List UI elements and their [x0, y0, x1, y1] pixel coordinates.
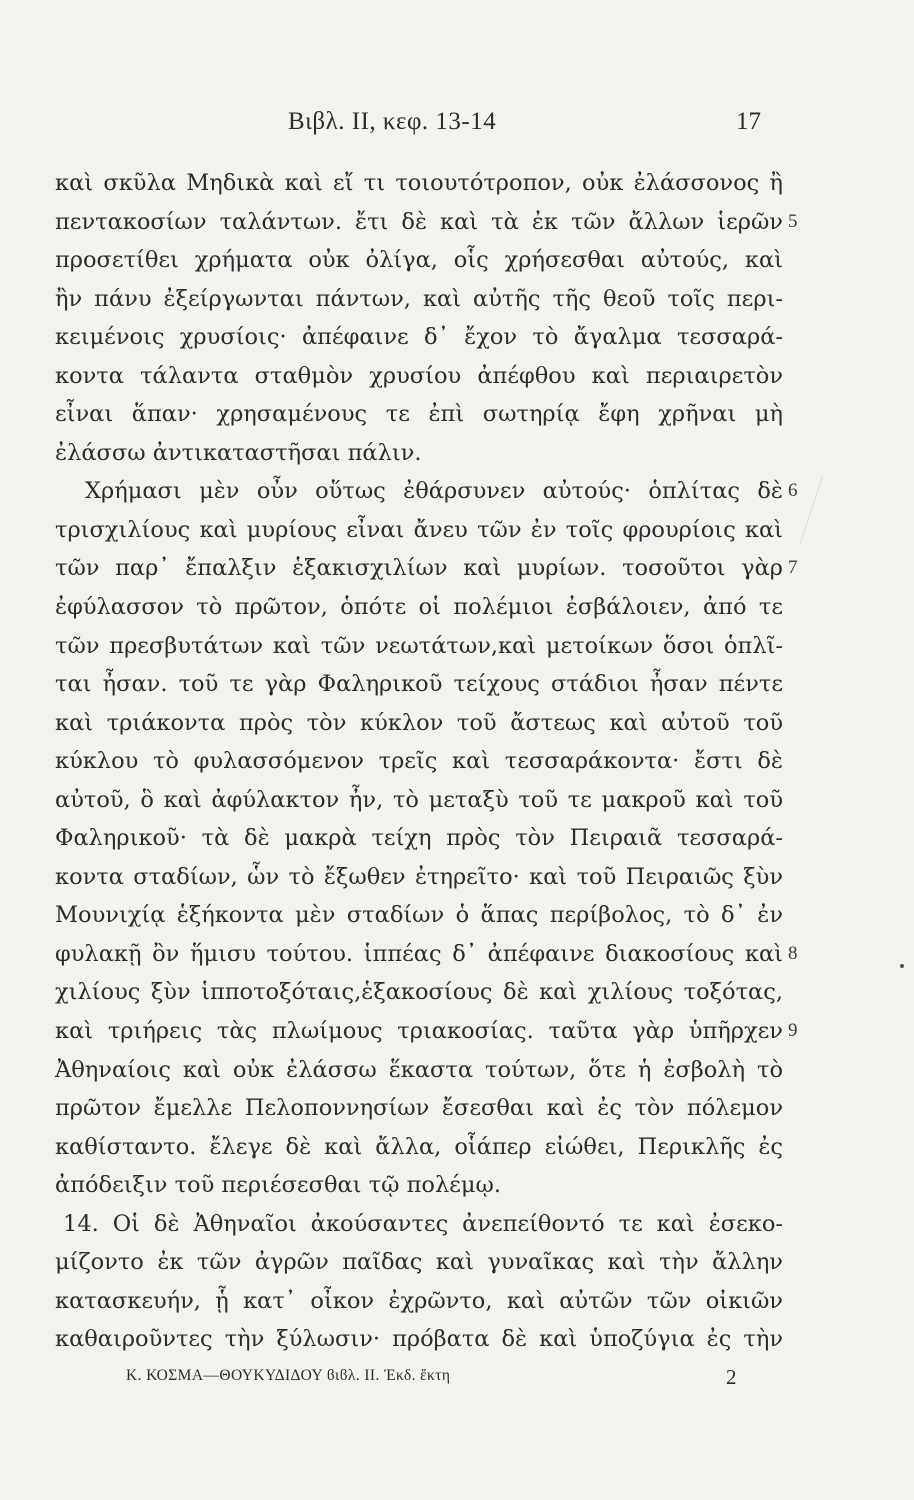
line-text: ἐφύλασσον τὸ πρῶτον, ὁπότε οἱ πολέμιοι ἐσβάλοιεν, ἀπό τε [55, 594, 783, 621]
text-line [55, 1282, 783, 1321]
line-text: φυλακῇ ὂν ἥμισυ τούτου. ἱππέας δ᾽ ἀπέφαινε διακοσίους καὶ [55, 940, 783, 967]
printer-signature: Κ. ΚΟΣΜΑ—ΘΟΥΚΥΔΙΔΟΥ ϐιϐλ. ΙΙ. Ἐκδ. ἕκτη [126, 1367, 451, 1384]
paragraph-number: 9 [788, 1020, 798, 1042]
text-line [55, 588, 783, 627]
text-line [55, 203, 798, 242]
paragraph-number: 5 [788, 210, 798, 232]
text-line [55, 1320, 783, 1359]
text-line [55, 781, 783, 820]
line-text: τῶν πρεσβυτάτων καὶ τῶν νεωτάτων,καὶ μετοίκων ὅσοι ὁπλῖ- [55, 632, 783, 659]
line-text: καθίσταντο. ἔλεγε δὲ καὶ ἄλλα, οἷάπερ εἰώθει, Περικλῆς ἐς [55, 1133, 783, 1160]
text-line [55, 665, 783, 704]
text-line [55, 1243, 783, 1282]
line-text: Μουνιχίᾳ ἑξήκοντα μὲν σταδίων ὁ ἅπας περίβολος, τὸ δ᾽ ἐν [55, 902, 783, 929]
signature-number: 2 [726, 1365, 737, 1389]
text-line [55, 858, 783, 897]
line-text: Φαληρικοῦ· τὰ δὲ μακρὰ τείχη πρὸς τὸν Πειραιᾶ τεσσαρά- [55, 825, 783, 852]
text-line [55, 549, 798, 588]
line-text: τῶν παρ᾽ ἔπαλξιν ἑξακισχιλίων καὶ μυρίων. τοσοῦτοι γὰρ [55, 555, 783, 582]
line-text: κύκλου τὸ φυλασσόμενον τρεῖς καὶ τεσσαράκοντα· ἔστι δὲ [55, 748, 783, 775]
text-line [55, 896, 783, 935]
text-line [55, 973, 783, 1012]
line-text: αὐτοῦ, ὃ καὶ ἀφύλακτον ἦν, τὸ μεταξὺ τοῦ τε μακροῦ καὶ τοῦ [55, 786, 783, 813]
line-text: καὶ τριάκοντα πρὸς τὸν κύκλον τοῦ ἄστεως καὶ αὐτοῦ τοῦ [55, 709, 783, 736]
line-text: πεντακοσίων ταλάντων. ἔτι δὲ καὶ τὰ ἐκ τῶν ἄλλων ἱερῶν [55, 208, 783, 235]
line-text: κοντα σταδίων, ὧν τὸ ἔξωθεν ἐτηρεῖτο· καὶ τοῦ Πειραιῶς ξὺν [55, 863, 783, 890]
text-line [55, 318, 783, 357]
line-text: Χρήμασι μὲν οὖν οὕτως ἐθάρσυνεν αὐτούς· ὁπλίτας δὲ [85, 478, 783, 505]
text-line [55, 241, 783, 280]
text-line [55, 1128, 783, 1167]
line-text: καὶ σκῦλα Μηδικὰ καὶ εἴ τι τοιουτότροπον, οὐκ ἐλάσσονος ἢ [55, 170, 783, 196]
text-line [55, 1051, 783, 1090]
text-line [55, 280, 783, 319]
line-text: προσετίθει χρήματα οὐκ ὀλίγα, οἷς χρήσεσθαι αὐτούς, καὶ [55, 247, 783, 274]
text-line [55, 742, 783, 781]
body-text [55, 164, 798, 1359]
text-line [55, 164, 783, 203]
ink-spot [900, 964, 904, 968]
text-line [55, 1089, 783, 1128]
paragraph-number: 6 [788, 480, 798, 502]
text-line [55, 819, 783, 858]
running-head: Βιβλ. II, κεφ. 13-14 [288, 108, 497, 135]
text-line [55, 627, 783, 666]
line-text: κατασκευήν, ᾗ κατ᾽ οἶκον ἐχρῶντο, καὶ αὐτῶν τῶν οἰκιῶν [55, 1287, 783, 1314]
text-line [55, 935, 798, 974]
line-text: μίζοντο ἐκ τῶν ἀγρῶν παῖδας καὶ γυναῖκας καὶ τὴν ἄλλην [55, 1249, 783, 1276]
line-text: χιλίους ξὺν ἱπποτοξόταις,ἑξακοσίους δὲ καὶ χιλίους τοξότας, [55, 979, 783, 1006]
text-line [55, 704, 783, 743]
page-header [0, 108, 914, 138]
text-line [55, 511, 783, 550]
text-line [55, 395, 783, 434]
text-line [55, 357, 783, 396]
line-text: καὶ τριήρεις τὰς πλωίμους τριακοσίας. ταῦτα γὰρ ὑπῆρχεν [55, 1018, 783, 1045]
line-text: 14. Οἱ δὲ Ἀθηναῖοι ἀκούσαντες ἀνεπείθοντό τε καὶ ἐσεκο- [63, 1210, 783, 1237]
page-number: 17 [736, 108, 761, 135]
line-text: ἀπόδειξιν τοῦ περιέσεσθαι τῷ πολέμῳ. [55, 1172, 501, 1199]
page-footer [0, 1367, 914, 1391]
line-text: Ἀθηναίοις καὶ οὐκ ἐλάσσω ἕκαστα τούτων, ὅτε ἡ ἐσβολὴ τὸ [55, 1056, 783, 1083]
pencil-marginal-note [800, 477, 849, 553]
line-text: κοντα τάλαντα σταθμὸν χρυσίου ἀπέφθου καὶ περιαιρετὸν [55, 362, 783, 389]
line-text: κειμένοις χρυσίοις· ἀπέφαινε δ᾽ ἔχον τὸ ἄγαλμα τεσσαρά- [55, 324, 783, 351]
line-text: ἢν πάνυ ἐξείργωνται πάντων, καὶ αὐτῆς τῆς θεοῦ τοῖς περι- [55, 285, 783, 312]
text-line [55, 1012, 798, 1051]
text-line [55, 1166, 783, 1205]
line-text: πρῶτον ἔμελλε Πελοποννησίων ἔσεσθαι καὶ ἐς τὸν πόλεμον [55, 1095, 783, 1122]
text-line [55, 1205, 783, 1244]
paragraph-number: 7 [788, 557, 798, 579]
line-text: τρισχιλίους καὶ μυρίους εἶναι ἄνευ τῶν ἐν τοῖς φρουρίοις καὶ [55, 516, 783, 543]
line-text: ται ἦσαν. τοῦ τε γὰρ Φαληρικοῦ τείχους στάδιοι ἦσαν πέντε [55, 671, 783, 698]
text-line [55, 472, 798, 511]
line-text: καθαιροῦντες τὴν ξύλωσιν· πρόβατα δὲ καὶ ὑποζύγια ἐς τὴν [55, 1326, 783, 1353]
line-text: εἶναι ἅπαν· χρησαμένους τε ἐπὶ σωτηρίᾳ ἔφη χρῆναι μὴ [55, 401, 783, 428]
line-text: ἐλάσσω ἀντικαταστῆσαι πάλιν. [55, 439, 422, 466]
paragraph-number: 8 [788, 942, 798, 964]
text-line [55, 434, 783, 473]
